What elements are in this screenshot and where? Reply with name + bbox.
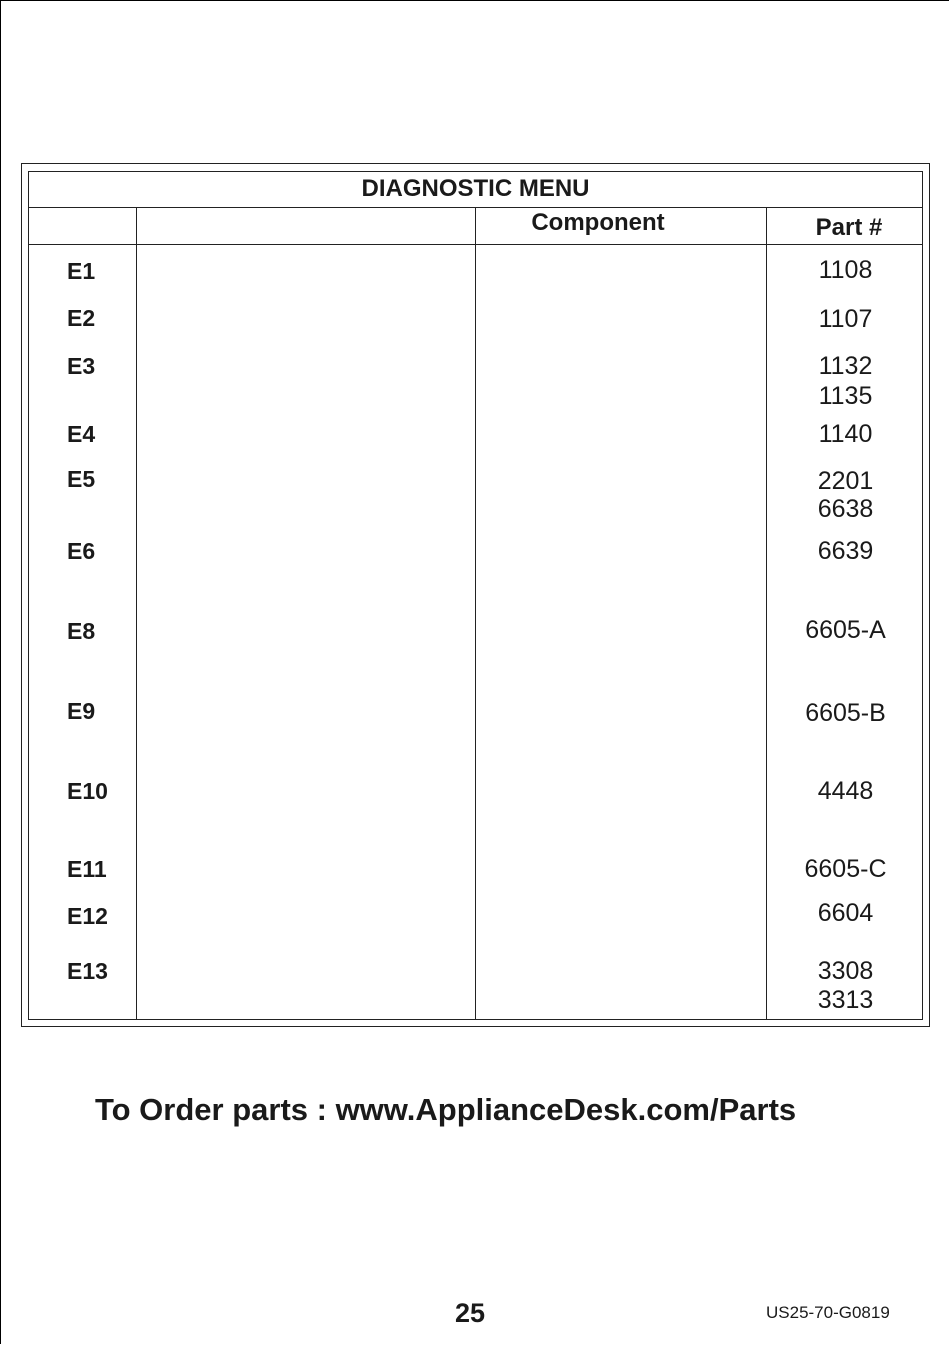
part-number: 6638 — [817, 495, 874, 523]
part-number: 6639 — [817, 537, 874, 565]
part-number: 1107 — [818, 305, 873, 333]
part-number: 6605-A — [805, 616, 886, 644]
error-code: E6 — [67, 538, 96, 564]
order-parts-text: To Order parts : www.ApplianceDesk.com/Parts — [95, 1092, 797, 1127]
table-title: DIAGNOSTIC MENU — [361, 175, 590, 202]
column-header-component: Component — [531, 209, 665, 236]
error-code: E11 — [67, 856, 107, 882]
error-code: E4 — [67, 421, 96, 447]
error-code: E8 — [67, 618, 96, 644]
part-number: 1132 — [818, 352, 873, 380]
part-number: 4448 — [817, 777, 874, 805]
part-number: 3313 — [817, 986, 874, 1014]
column-divider-2 — [475, 207, 476, 1020]
column-divider-1 — [136, 207, 137, 1020]
column-header-part: Part # — [815, 214, 883, 241]
part-number: 6605-B — [805, 699, 886, 727]
error-code: E1 — [67, 258, 96, 284]
part-number: 6605-C — [804, 855, 887, 883]
page-number: 25 — [454, 1298, 486, 1328]
column-divider-3 — [766, 207, 767, 1020]
part-number: 1140 — [818, 420, 873, 448]
error-code: E10 — [67, 778, 108, 804]
error-code: E2 — [67, 305, 96, 331]
error-code: E5 — [67, 466, 96, 492]
part-number: 1135 — [818, 382, 873, 410]
error-code: E13 — [67, 958, 108, 984]
error-code: E3 — [67, 353, 96, 379]
part-number: 1108 — [818, 256, 873, 284]
part-number: 3308 — [817, 957, 874, 985]
error-code: E12 — [67, 903, 108, 929]
part-number: 6604 — [817, 899, 874, 927]
document-code: US25-70-G0819 — [766, 1303, 890, 1322]
part-number: 2201 — [817, 467, 874, 495]
error-code: E9 — [67, 698, 96, 724]
